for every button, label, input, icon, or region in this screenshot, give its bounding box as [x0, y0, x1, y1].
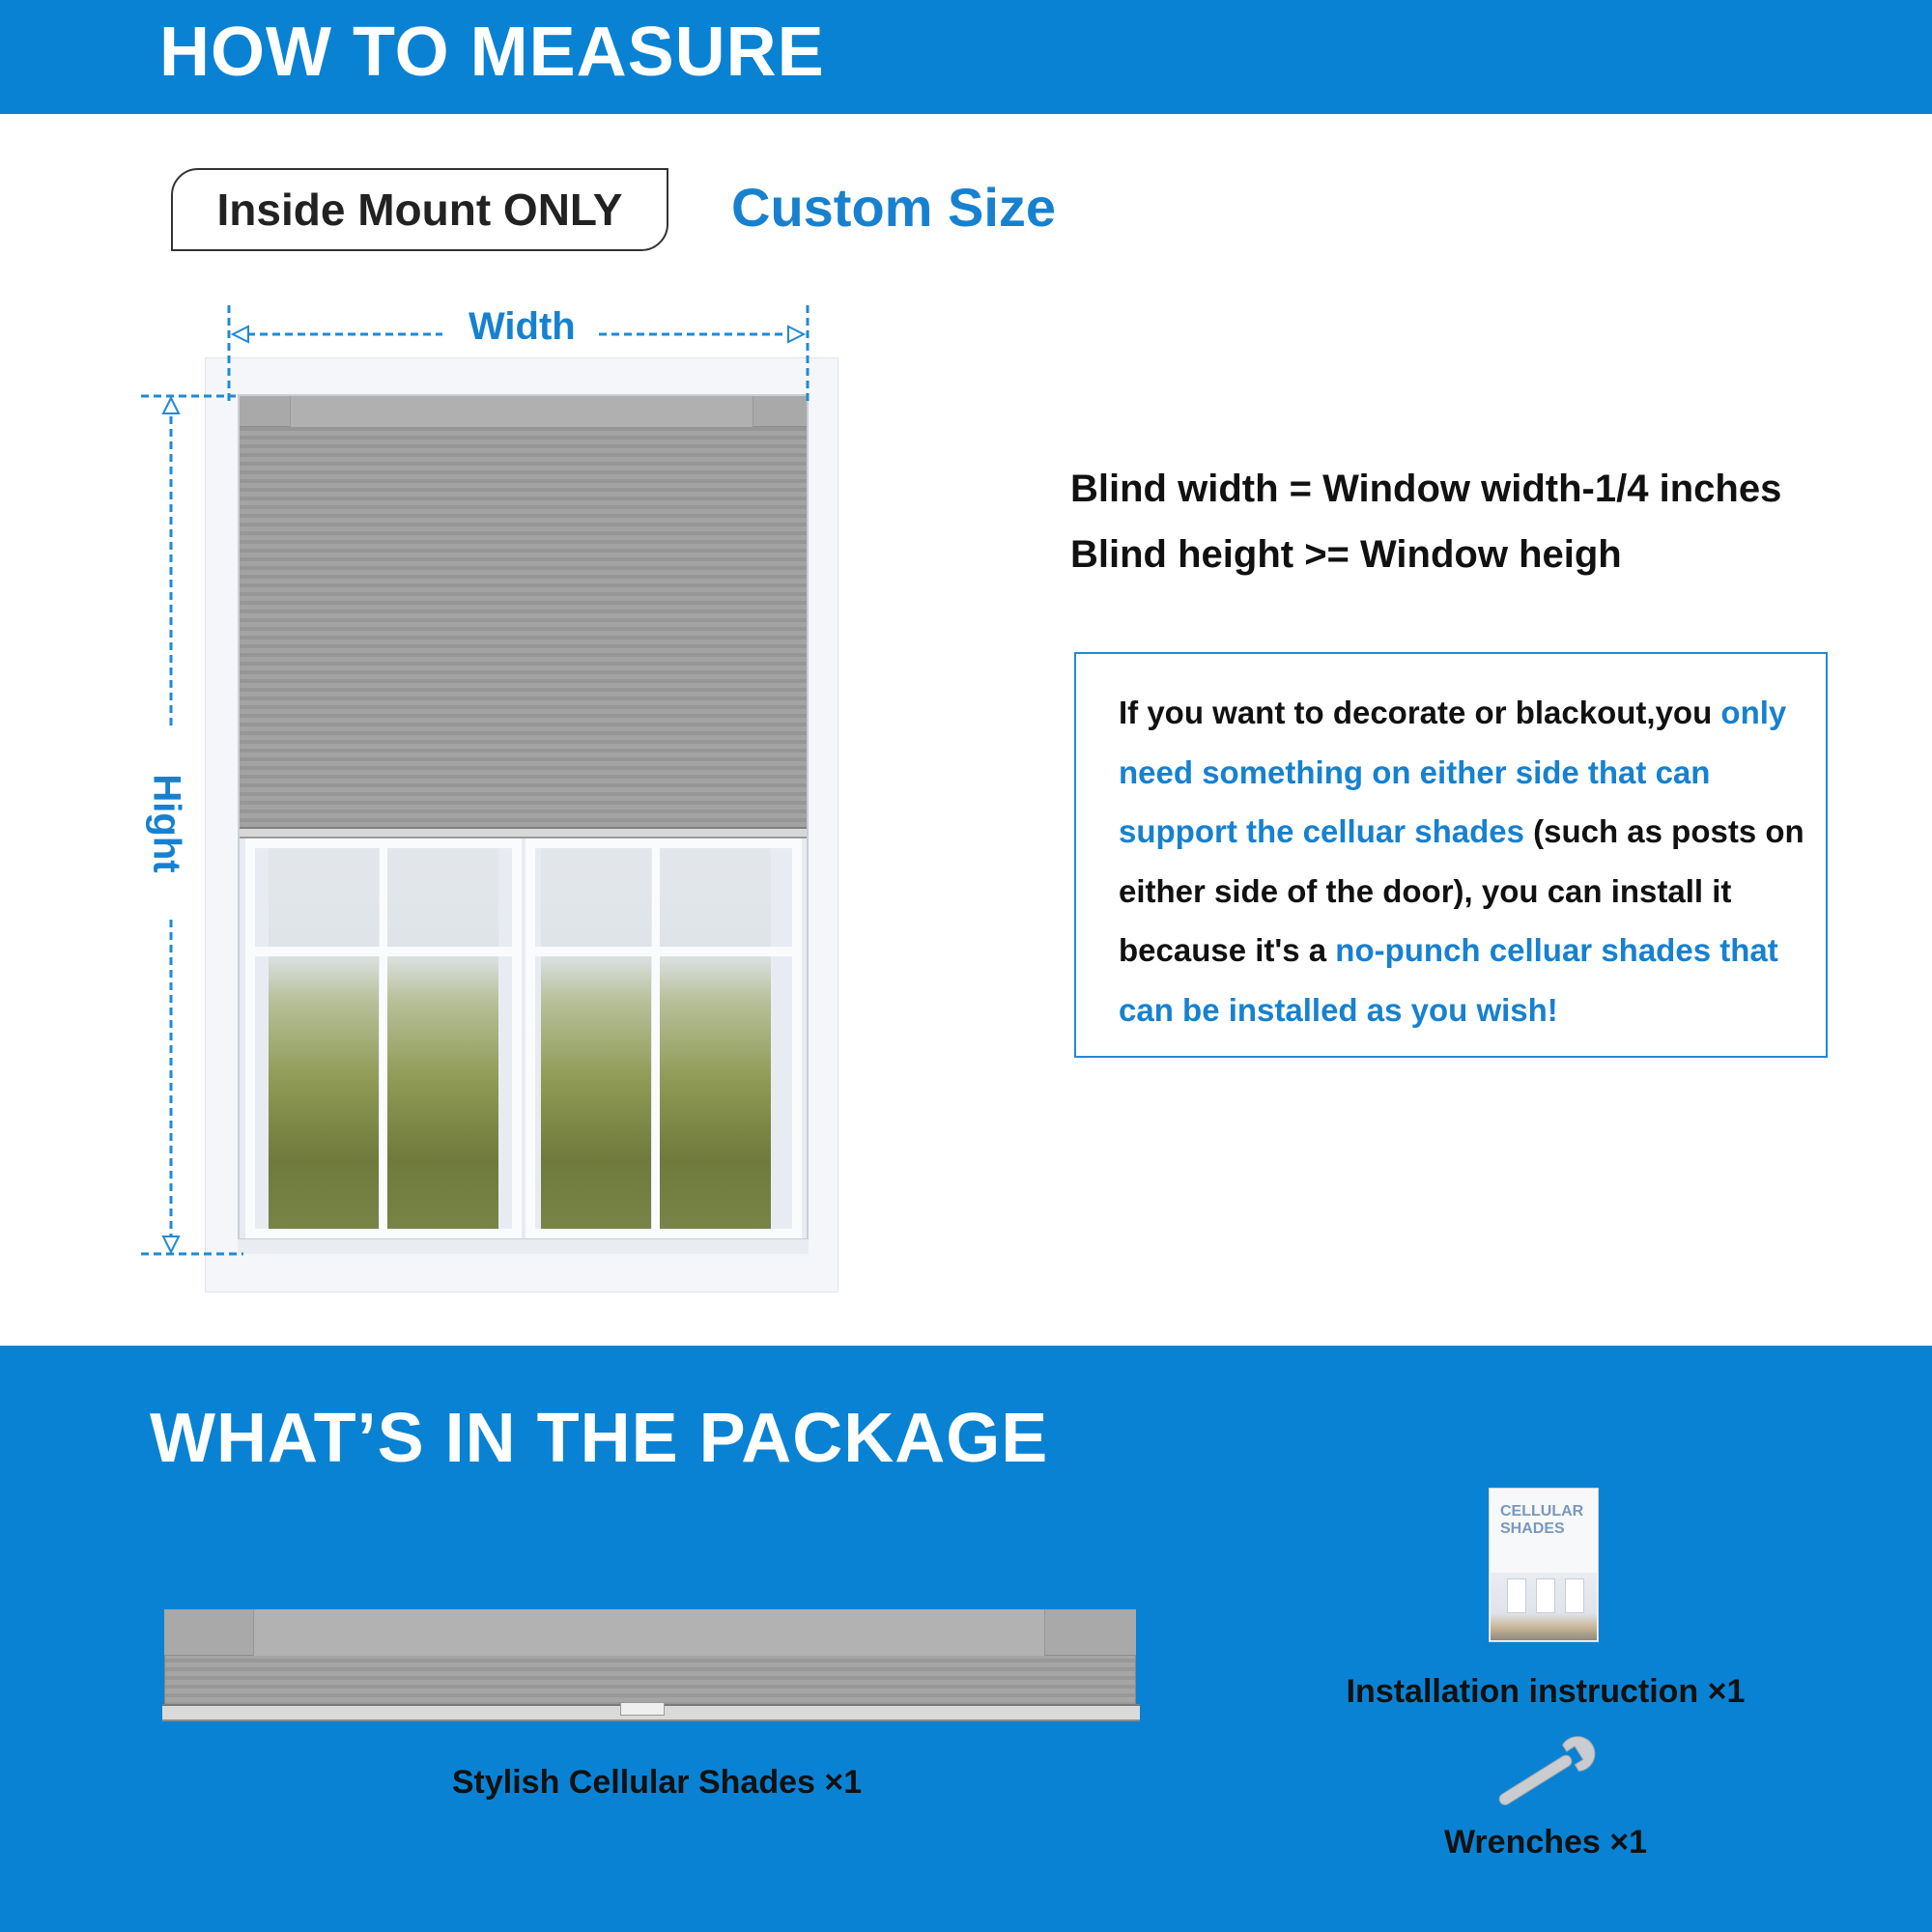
- package-item-shade-label: Stylish Cellular Shades ×1: [451, 1764, 863, 1801]
- packaged-shade-clip: [620, 1702, 665, 1716]
- note-highlight: no-punch celluar shades that can be installed as you wish!: [1119, 932, 1778, 1028]
- custom-size-heading: Custom Size: [731, 177, 1057, 238]
- blind-height-formula: Blind height >= Window heigh: [1070, 533, 1622, 576]
- height-arrow-top: [163, 398, 179, 413]
- page-title: HOW TO MEASURE: [159, 14, 825, 91]
- packaged-shade-headrail-cap: [253, 1609, 1045, 1656]
- package-item-instruction-label: Installation instruction ×1: [1346, 1673, 1746, 1710]
- mount-type-label: Inside Mount ONLY: [216, 185, 623, 235]
- wrench-icon: [1478, 1729, 1613, 1816]
- booklet-photo-window: [1536, 1578, 1555, 1613]
- width-dimension-label: Width: [469, 305, 576, 348]
- booklet-title: CELLULAR SHADES: [1500, 1503, 1584, 1537]
- width-arrow-right: [788, 327, 804, 342]
- blind-width-formula: Blind width = Window width-1/4 inches: [1070, 468, 1782, 510]
- package-item-wrench-label: Wrenches ×1: [1443, 1824, 1648, 1861]
- installation-note: [1119, 683, 1814, 1039]
- height-dimension-label: Hight: [145, 774, 188, 873]
- note-highlight: only need something on either side that can support the celluar shades: [1119, 695, 1787, 849]
- dimension-arrows: [0, 290, 869, 1275]
- note-text-part: (such as posts on either side of the door), you can install it because it's a: [1119, 813, 1804, 968]
- height-arrow-bottom: [163, 1236, 179, 1252]
- mount-type-badge: [171, 168, 668, 251]
- booklet-photo-window: [1507, 1578, 1526, 1613]
- booklet-photo-window: [1565, 1578, 1584, 1613]
- note-text-part: If you want to decorate or blackout,you: [1119, 695, 1721, 730]
- installation-note-box: [1074, 652, 1828, 1058]
- package-title: WHAT’S IN THE PACKAGE: [150, 1400, 1049, 1477]
- width-arrow-left: [233, 327, 248, 342]
